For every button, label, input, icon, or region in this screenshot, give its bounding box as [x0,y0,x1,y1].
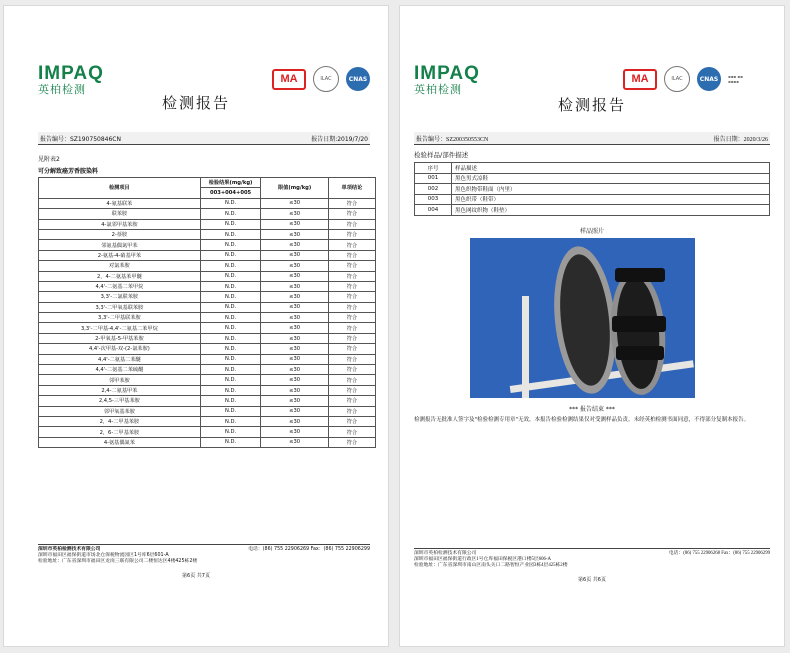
cell-item: 3,3'-二甲氧基联苯胺 [39,302,201,312]
cell-conclusion: 符合 [328,323,375,333]
header-no: 序号 [415,163,452,174]
footer-address-1: 深圳市福田区福保街道市场北仓保税物流园区1号库6层601-A [38,553,169,558]
cell-result: N.D. [200,261,261,271]
table-row [39,344,376,354]
subsection-label: 可分解致癌芳香胺染料 [38,168,99,175]
cell-result: N.D. [200,229,261,239]
table-row [39,302,376,312]
cell-limit: ≤30 [261,313,328,323]
cert-logos [272,66,370,92]
impaq-logo [414,64,480,96]
cell-item: 2-萘胺 [39,229,201,239]
cell-limit: ≤30 [261,292,328,302]
cell-no: 001 [415,173,452,184]
cell-limit: ≤30 [261,323,328,333]
table-row [39,219,376,229]
cell-limit: ≤30 [261,333,328,343]
brand-cn: 英柏检测 [38,83,86,96]
cell-result: N.D. [200,302,261,312]
table-row [39,198,376,208]
table-row [39,271,376,281]
header-item: 检测项目 [39,178,201,199]
cell-item: 2，4-二氨基苯甲醚 [39,271,201,281]
cell-conclusion: 符合 [328,209,375,219]
table-row [39,209,376,219]
cell-conclusion: 符合 [328,281,375,291]
table-row [39,281,376,291]
brand-name: IMPAQ [414,63,480,84]
table-row [39,437,376,447]
cell-result: N.D. [200,406,261,416]
cell-result: N.D. [200,427,261,437]
cell-conclusion: 符合 [328,385,375,395]
cell-result: N.D. [200,281,261,291]
report-number: 报告编号：SZ200350553CN [416,136,489,143]
cell-result: N.D. [200,416,261,426]
cell-item: 4,4'-二氨基二苯硫醚 [39,365,201,375]
cell-item: 邻氨基偶氮甲苯 [39,240,201,250]
table-row [39,354,376,364]
cell-limit: ≤30 [261,198,328,208]
cell-limit: ≤30 [261,281,328,291]
cell-limit: ≤30 [261,302,328,312]
cell-item: 3,3'-二甲基-4,4'-二氨基二苯甲烷 [39,323,201,333]
cell-item: 4-氨基联苯 [39,198,201,208]
table-row [39,406,376,416]
cma-seal: MA [272,69,306,90]
table-row [415,184,770,195]
table-row [39,229,376,239]
cell-result: N.D. [200,344,261,354]
page-number: 第6页 共6页 [578,577,606,583]
report-number: 报告编号：SZ190750846CN [40,135,121,143]
cell-item: 2,4,5-三甲基苯胺 [39,396,201,406]
cell-result: N.D. [200,250,261,260]
table-row [39,250,376,260]
cell-conclusion: 符合 [328,198,375,208]
cell-no: 003 [415,194,452,205]
cell-result: N.D. [200,385,261,395]
cell-result: N.D. [200,209,261,219]
cell-limit: ≤30 [261,385,328,395]
cell-result: N.D. [200,313,261,323]
results-table [38,177,376,448]
report-date: 报告日期：2020/3/26 [713,136,768,143]
cell-limit: ≤30 [261,344,328,354]
cell-result: N.D. [200,198,261,208]
cell-result: N.D. [200,396,261,406]
table-row [39,240,376,250]
cell-conclusion: 符合 [328,261,375,271]
table-row [39,261,376,271]
table-row [415,194,770,205]
cell-item: 对氯苯胺 [39,261,201,271]
cell-item: 2，4-二甲基苯胺 [39,416,201,426]
cell-result: N.D. [200,292,261,302]
cell-limit: ≤30 [261,416,328,426]
photo-label: 样品照片 [579,228,604,235]
table-row [39,396,376,406]
page-number: 第6页 共7页 [182,573,210,579]
table-row [39,385,376,395]
table-row [39,375,376,385]
cell-limit: ≤30 [261,219,328,229]
sandal-photo-icon [470,238,695,398]
report-title: 检测报告 [557,96,626,114]
cell-item: 联苯胺 [39,209,201,219]
cell-conclusion: 符合 [328,427,375,437]
cell-conclusion: 符合 [328,313,375,323]
footer [414,548,770,569]
cell-limit: ≤30 [261,375,328,385]
cell-limit: ≤30 [261,250,328,260]
cell-limit: ≤30 [261,229,328,239]
footer-tel: 电话：(86) 755 22906268 Fax：(86) 755 22906299 [668,551,770,556]
table-row [415,205,770,216]
cell-item: 3,3'-二氯联苯胺 [39,292,201,302]
footer-address-1: 深圳市福田区福保街道行政区1号仓库福田保税区港口楼5层606-A [414,557,551,562]
cell-conclusion: 符合 [328,302,375,312]
ilac-mra-icon: ILAC [313,66,339,92]
footer [38,544,370,565]
report-page-left [4,6,388,646]
footer-address-2: 检验地址：广东省深圳市福田区龙岗三联有限公司二楼恒达区4楼425栋2楼 [38,559,198,564]
cnas-text-icon: ▪▪▪ ▪▪ ▪▪▪▪ [728,74,743,84]
header-result-sub: 003+004+005 [200,188,261,198]
cell-result: N.D. [200,354,261,364]
cell-limit: ≤30 [261,406,328,416]
header-desc: 样品描述 [452,163,770,174]
cell-item: 3,3'-二甲基联苯胺 [39,313,201,323]
cell-desc: 黑色织带（鞋带） [452,194,770,205]
cnas-icon: CNAS [697,67,721,91]
cell-limit: ≤30 [261,427,328,437]
cell-item: 4,4'-二氨基二苯甲烷 [39,281,201,291]
cell-result: N.D. [200,437,261,447]
cell-limit: ≤30 [261,437,328,447]
table-row [39,292,376,302]
table-row [39,365,376,375]
table-row [39,333,376,343]
cell-limit: ≤30 [261,271,328,281]
cell-limit: ≤30 [261,354,328,364]
cell-item: 邻甲苯胺 [39,375,201,385]
cell-conclusion: 符合 [328,406,375,416]
footer-address-2: 检验地址：广东省深圳市南山区南头关口二路智恒产业园3栋4层425栋2楼 [414,563,568,568]
table-row [39,416,376,426]
cell-item: 2,4-二氨基甲苯 [39,385,201,395]
cell-desc: 黑色网纹织物（鞋垫） [452,205,770,216]
cell-item: 4,4'-二氨基二苯醚 [39,354,201,364]
report-meta-bar [414,132,770,145]
header-conclusion: 单项结论 [328,178,375,199]
end-label: *** 报告结束 *** [569,406,615,413]
cell-result: N.D. [200,365,261,375]
table-row [39,323,376,333]
ilac-mra-icon: ILAC [664,66,690,92]
footer-company: 深圳市英柏检测技术有限公司 [414,551,477,556]
cell-item: 4-氨基偶氮苯 [39,437,201,447]
cell-limit: ≤30 [261,209,328,219]
sample-photo [470,238,695,398]
cell-item: 4-氯邻甲基苯胺 [39,219,201,229]
cell-limit: ≤30 [261,396,328,406]
section-label: 见附表2 [38,156,60,163]
cell-result: N.D. [200,240,261,250]
report-page-right [400,6,784,646]
cell-result: N.D. [200,323,261,333]
cell-result: N.D. [200,271,261,281]
cell-conclusion: 符合 [328,416,375,426]
brand-name: IMPAQ [38,63,104,84]
table-row [39,427,376,437]
cell-item: 2-氨基-4-硝基甲苯 [39,250,201,260]
cell-no: 002 [415,184,452,195]
cell-item: 2，6-二甲基苯胺 [39,427,201,437]
cell-limit: ≤30 [261,365,328,375]
cell-conclusion: 符合 [328,219,375,229]
table-row [39,313,376,323]
cell-conclusion: 符合 [328,229,375,239]
header-limit: 限值(mg/kg) [261,178,328,199]
samples-table [414,162,770,216]
cell-conclusion: 符合 [328,333,375,343]
report-meta-bar [38,132,370,145]
cell-desc: 黑色织物带鞋面（内里） [452,184,770,195]
cell-conclusion: 符合 [328,271,375,281]
header-result: 检验结果(mg/kg) [200,178,261,188]
cell-conclusion: 符合 [328,250,375,260]
cell-conclusion: 符合 [328,344,375,354]
cell-desc: 黑色男式凉鞋 [452,173,770,184]
report-date: 报告日期:2019/7/20 [311,135,368,143]
cell-limit: ≤30 [261,261,328,271]
report-title: 检测报告 [161,94,230,112]
table-row [415,173,770,184]
cell-conclusion: 符合 [328,375,375,385]
cert-logos [623,66,754,92]
cell-item: 2-甲氧基-5-甲基苯胺 [39,333,201,343]
cell-conclusion: 符合 [328,365,375,375]
cell-item: 邻甲氧基苯胺 [39,406,201,416]
cnas-icon: CNAS [346,67,370,91]
cell-no: 004 [415,205,452,216]
footer-tel: 电话：(86) 755 22906269 Fax：(86) 755 22906299 [248,547,370,552]
cma-seal: MA [623,69,657,90]
notes: 检测报告无批准人签字及"检验检测专用章"无效。本报告检验检测结果仅对受测样品负责。未经英柏检测书面同意，不得部分复制本报告。 [414,417,750,423]
cell-conclusion: 符合 [328,396,375,406]
cell-conclusion: 符合 [328,292,375,302]
brand-cn: 英柏检测 [414,83,462,96]
cell-result: N.D. [200,333,261,343]
cell-conclusion: 符合 [328,240,375,250]
cell-conclusion: 符合 [328,354,375,364]
cell-result: N.D. [200,219,261,229]
cell-conclusion: 符合 [328,437,375,447]
section-label: 检验样品/部件描述 [414,151,469,159]
cell-result: N.D. [200,375,261,385]
cell-limit: ≤30 [261,240,328,250]
footer-company: 深圳市英柏检测技术有限公司 [38,547,101,552]
cell-item: 4,4'-次甲基-双-(2-氯苯胺) [39,344,201,354]
